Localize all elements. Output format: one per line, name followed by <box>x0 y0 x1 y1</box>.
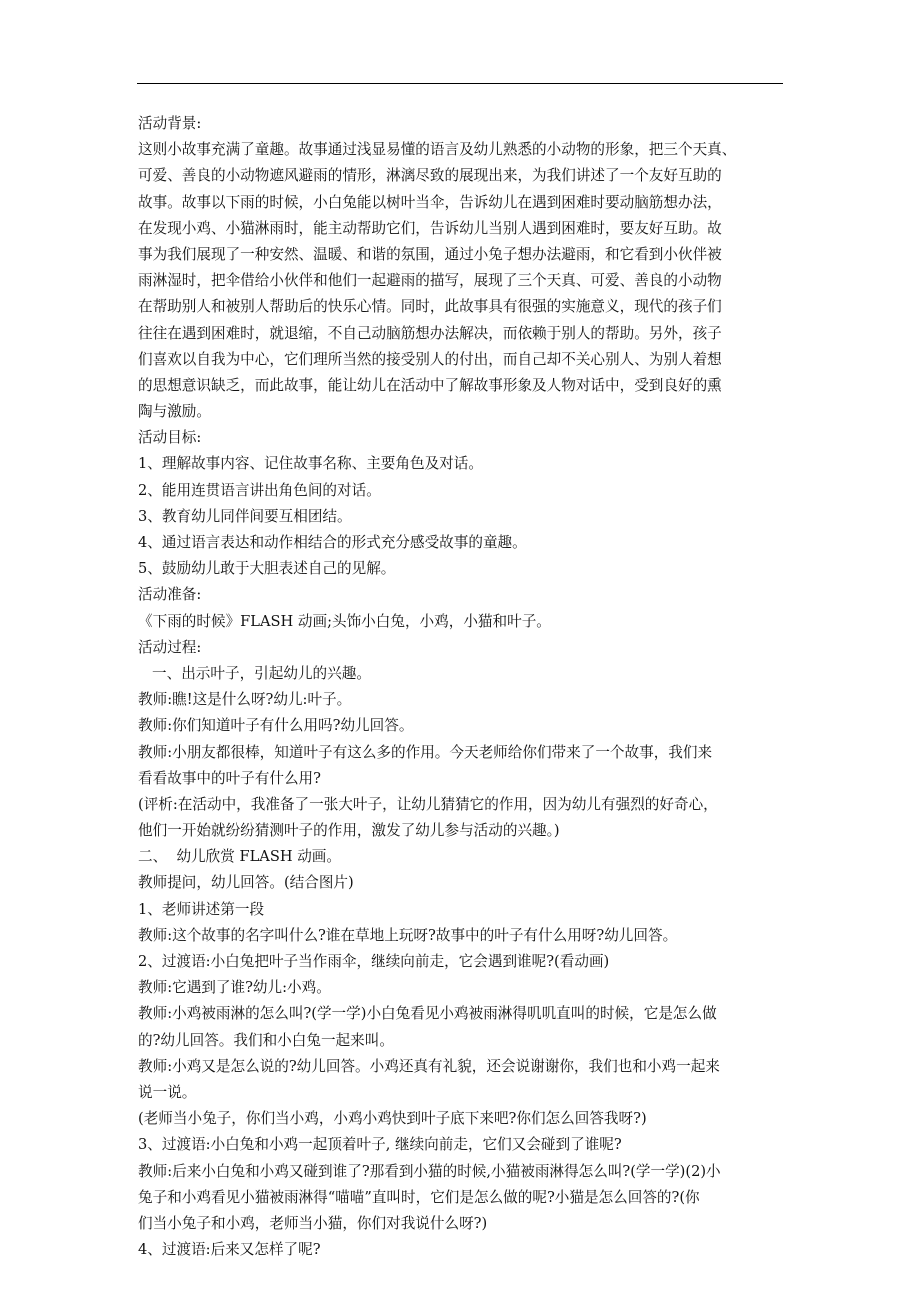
paragraph-line: 教师:后来小白兔和小鸡又碰到谁了?那看到小猫的时候,小猫被雨淋得怎么叫?(学一学)(2)小 <box>138 1162 721 1180</box>
paragraph-line: (老师当小兔子，你们当小鸡，小鸡小鸡快到叶子底下来吧?你们怎么回答我呀?) <box>138 1110 647 1128</box>
step-heading: 二、 幼儿欣赏 FLASH 动画。 <box>138 848 341 866</box>
paragraph-line: 兔子和小鸡看见小猫被雨淋得“喵喵”直叫时，它们是怎么做的呢?小猫是怎么回答的?(你 <box>138 1188 700 1206</box>
paragraph-line: 们当小兔子和小鸡，老师当小猫，你们对我说什么呀?) <box>138 1214 488 1232</box>
document-body <box>138 111 790 1263</box>
list-item: 1、理解故事内容、记住故事名称、主要角色及对话。 <box>138 455 483 473</box>
paragraph-line: 教师:小朋友都很棒，知道叶子有这么多的作用。今天老师给你们带来了一个故事，我们来 <box>138 743 713 761</box>
header-rule <box>137 83 783 84</box>
list-item: 3、过渡语:小白兔和小鸡一起顶着叶子, 继续向前走，它们又会碰到了谁呢? <box>138 1136 622 1154</box>
paragraph-line: 在帮助别人和被别人帮助后的快乐心情。同时，此故事具有很强的实施意义，现代的孩子们 <box>138 298 722 316</box>
paragraph-line: 可爱、善良的小动物遮风避雨的情形，淋漓尽致的展现出来，为我们讲述了一个友好互助的 <box>138 167 722 185</box>
section-heading: 活动背景: <box>138 115 202 132</box>
list-item: 3、教育幼儿同伴间要互相团结。 <box>138 507 352 525</box>
section-heading: 活动目标: <box>138 429 202 447</box>
paragraph-line: 雨淋湿时，把伞借给小伙伴和他们一起避雨的描写，展现了三个天真、可爱、善良的小动物 <box>138 272 722 290</box>
paragraph-line: 往往在遇到困难时，就退缩，不自己动脑筋想办法解决，而依赖于别人的帮助。另外，孩子 <box>138 324 722 342</box>
paragraph-line: 事为我们展现了一种安然、温暖、和谐的氛围，通过小兔子想办法避雨，和它看到小伙伴被 <box>138 245 722 263</box>
paragraph-line: 教师:小鸡被雨淋的怎么叫?(学一学)小白兔看见小鸡被雨淋得叽叽直叫的时候，它是怎么做 <box>138 1005 717 1023</box>
paragraph-line: 这则小故事充满了童趣。故事通过浅显易懂的语言及幼儿熟悉的小动物的形象，把三个天真、 <box>138 141 737 159</box>
section-heading: 活动准备: <box>138 586 202 604</box>
paragraph-line: 们喜欢以自我为中心，它们理所当然的接受别人的付出，而自己却不关心别人、为别人着想 <box>138 350 722 368</box>
paragraph-line: 的思想意识缺乏，而此故事，能让幼儿在活动中了解故事形象及人物对话中，受到良好的熏 <box>138 376 722 394</box>
list-item: 1、老师讲述第一段 <box>138 900 265 918</box>
paragraph-line: 陶与激励。 <box>138 403 211 421</box>
paragraph-line: 故事。故事以下雨的时候，小白兔能以树叶当伞，告诉幼儿在遇到困难时要动脑筋想办法， <box>138 193 722 211</box>
paragraph-line: 的?幼儿回答。我们和小白兔一起来叫。 <box>138 1031 394 1049</box>
paragraph-line: 《下雨的时候》FLASH 动画;头饰小白兔，小鸡，小猫和叶子。 <box>138 612 551 630</box>
list-item: 5、鼓励幼儿敢于大胆表述自己的见解。 <box>138 560 396 578</box>
paragraph-line: (评析:在活动中，我准备了一张大叶子，让幼儿猜猜它的作用，因为幼儿有强烈的好奇心， <box>138 795 718 813</box>
paragraph-line: 教师:它遇到了谁?幼儿:小鸡。 <box>138 979 331 997</box>
paragraph-line: 教师提问，幼儿回答。(结合图片) <box>138 874 354 892</box>
section-heading: 活动过程: <box>138 638 202 656</box>
paragraph-line: 教师:瞧!这是什么呀?幼儿:叶子。 <box>138 691 352 709</box>
step-heading: 一、出示叶子，引起幼儿的兴趣。 <box>152 664 371 682</box>
paragraph-line: 教师:你们知道叶子有什么用吗?幼儿回答。 <box>138 717 414 735</box>
list-item: 2、能用连贯语言讲出角色间的对话。 <box>138 481 381 499</box>
list-item: 4、通过语言表达和动作相结合的形式充分感受故事的童趣。 <box>138 534 527 551</box>
paragraph-line: 教师:小鸡又是怎么说的?幼儿回答。小鸡还真有礼貌，还会说谢谢你，我们也和小鸡一起来 <box>138 1057 720 1075</box>
paragraph-line: 他们一开始就纷纷猜测叶子的作用，激发了幼儿参与活动的兴趣。) <box>138 822 560 840</box>
list-item: 2、过渡语:小白兔把叶子当作雨伞，继续向前走，它会遇到谁呢?(看动画) <box>138 953 610 970</box>
list-item: 4、过渡语:后来又怎样了呢? <box>138 1241 321 1259</box>
paragraph-line: 看看故事中的叶子有什么用? <box>138 769 321 787</box>
paragraph-line: 教师:这个故事的名字叫什么?谁在草地上玩呀?故事中的叶子有什么用呀?幼儿回答。 <box>138 926 678 944</box>
paragraph-line: 在发现小鸡、小猫淋雨时，能主动帮助它们，告诉幼儿当别人遇到困难时，要友好互助。故 <box>138 219 722 237</box>
paragraph-line: 说一说。 <box>138 1083 197 1101</box>
